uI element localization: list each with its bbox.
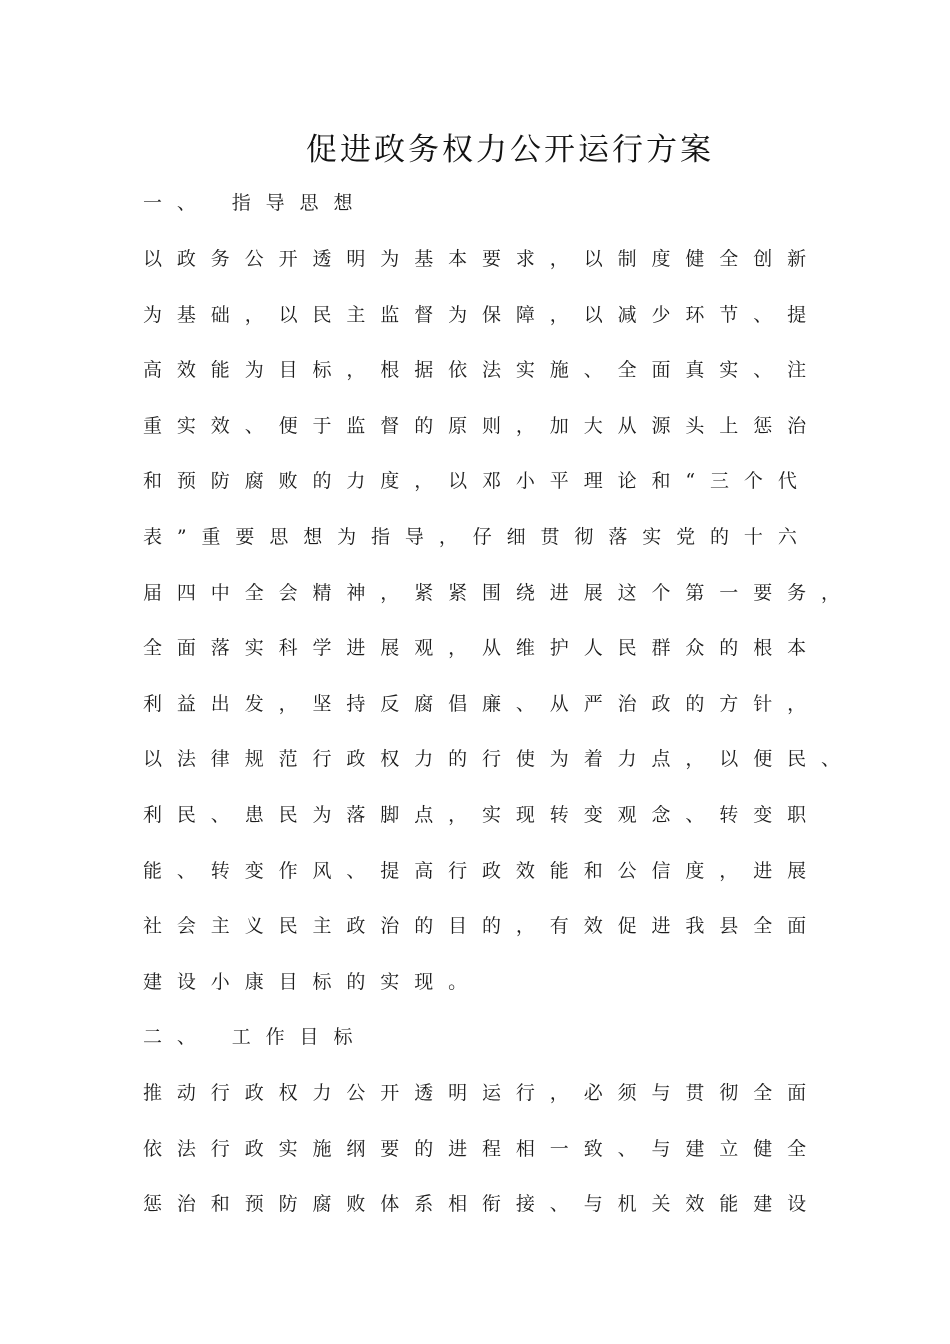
body-line: 和预防腐败的力度，以邓小平理论和“三个代 [143, 470, 812, 492]
body-line: 全面落实科学进展观，从维护人民群众的根本 [143, 637, 822, 659]
body-line: 推动行政权力公开透明运行，必须与贯彻全面 [143, 1082, 822, 1104]
body-line: 社会主义民主政治的目的，有效促进我县全面 [143, 915, 822, 937]
document-title: 促进政务权力公开运行方案 [306, 132, 714, 168]
body-line: 建设小康目标的实现。 [143, 971, 483, 993]
section-heading-2: 二、 工作目标 [143, 1026, 368, 1048]
body-line: 以政务公开透明为基本要求，以制度健全创新 [143, 248, 822, 270]
body-line: 利民、患民为落脚点，实现转变观念、转变职 [143, 804, 822, 826]
body-line: 依法行政实施纲要的进程相一致、与建立健全 [143, 1138, 822, 1160]
body-line: 表”重要思想为指导，仔细贯彻落实党的十六 [143, 526, 812, 548]
body-line: 以法律规范行政权力的行使为着力点，以便民、 [143, 748, 855, 770]
body-line: 高效能为目标，根据依法实施、全面真实、注 [143, 359, 822, 381]
body-line: 惩治和预防腐败体系相衔接、与机关效能建设 [143, 1193, 822, 1215]
body-line: 利益出发，坚持反腐倡廉、从严治政的方针， [143, 693, 822, 715]
body-line: 为基础，以民主监督为保障，以减少环节、提 [143, 304, 822, 326]
body-line: 重实效、便于监督的原则，加大从源头上惩治 [143, 415, 822, 437]
body-line: 能、转变作风、提高行政效能和公信度，进展 [143, 860, 822, 882]
body-line: 届四中全会精神，紧紧围绕进展这个第一要务， [143, 582, 855, 604]
section-heading-1: 一、 指导思想 [143, 192, 368, 214]
